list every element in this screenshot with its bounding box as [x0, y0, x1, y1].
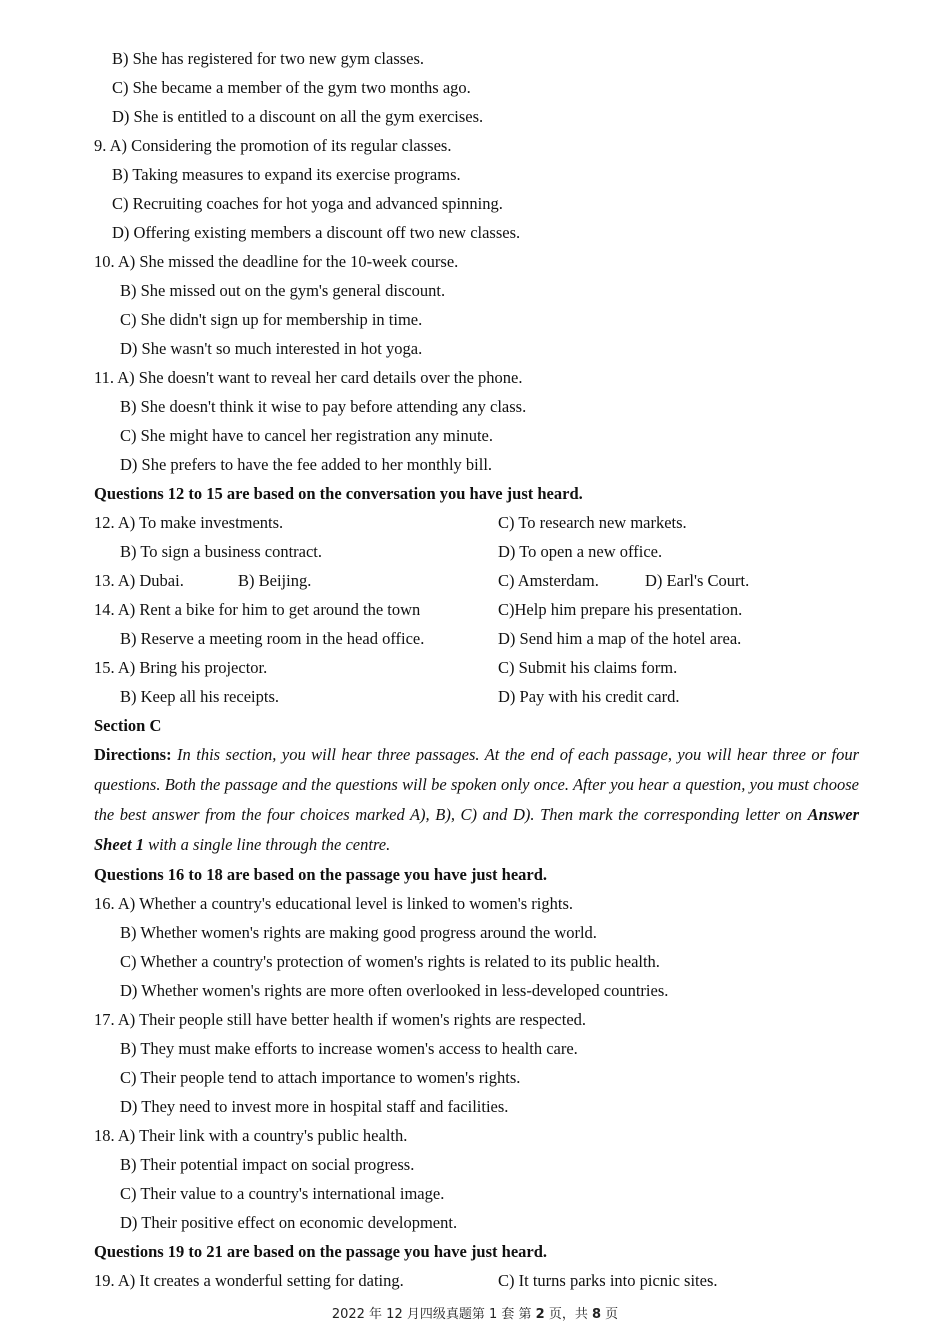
q17-option-b: B) They must make efforts to increase women's access to health care.	[120, 1039, 578, 1058]
q8-option-c: C) She became a member of the gym two months ago.	[112, 78, 471, 97]
q16-option-d: D) Whether women's rights are more often overlooked in less-developed countries.	[120, 981, 669, 1000]
questions-19-21-header: Questions 19 to 21 are based on the passage you have just heard.	[94, 1242, 548, 1261]
q10-option-d: D) She wasn't so much interested in hot yoga.	[120, 339, 423, 358]
q12-row-2	[94, 537, 859, 566]
q18-option-c: C) Their value to a country's international image.	[120, 1184, 445, 1203]
q19-option-a: 19. A) It creates a wonderful setting for dating.	[94, 1271, 404, 1290]
questions-16-18-header: Questions 16 to 18 are based on the passage you have just heard.	[94, 865, 548, 884]
questions-12-15-header: Questions 12 to 15 are based on the conversation you have just heard.	[94, 484, 583, 503]
q8-option-b: B) She has registered for two new gym classes.	[112, 49, 425, 68]
q9-option-d: D) Offering existing members a discount off two new classes.	[112, 223, 521, 242]
q13-row	[94, 566, 859, 595]
q15-option-d: D) Pay with his credit card.	[498, 687, 680, 706]
q12-option-a: 12. A) To make investments.	[94, 513, 284, 532]
answer-sheet-ref: Answer Sheet 1	[94, 805, 859, 854]
section-c-directions	[94, 740, 859, 860]
footer-prefix: 2022 年 12 月四级真题第 1 套 第	[331, 1307, 536, 1322]
q13-option-c: C) Amsterdam.	[498, 571, 599, 590]
section-c-title: Section C	[94, 716, 162, 735]
q10-option-a: 10. A) She missed the deadline for the 10-week course.	[94, 252, 459, 271]
q18-option-b: B) Their potential impact on social progress.	[120, 1155, 415, 1174]
q9-option-b: B) Taking measures to expand its exercise programs.	[112, 165, 461, 184]
q9-option-a: 9. A) Considering the promotion of its regular classes.	[94, 136, 452, 155]
footer-page-number: 2	[535, 1307, 545, 1322]
q15-row-2	[94, 682, 859, 711]
q18-option-a: 18. A) Their link with a country's public health.	[94, 1126, 408, 1145]
footer-suffix: 页	[601, 1307, 619, 1322]
q16-option-c: C) Whether a country's protection of women's rights is related to its public health.	[120, 952, 660, 971]
q15-option-a: 15. A) Bring his projector.	[94, 658, 268, 677]
q10-option-b: B) She missed out on the gym's general discount.	[120, 281, 446, 300]
q10-option-c: C) She didn't sign up for membership in time.	[120, 310, 423, 329]
directions-text-2: with a single line through the centre.	[143, 835, 391, 854]
q8-option-d: D) She is entitled to a discount on all the gym exercises.	[112, 107, 484, 126]
footer-total-pages: 8	[591, 1307, 602, 1322]
q11-option-c: C) She might have to cancel her registration any minute.	[120, 426, 493, 445]
page-footer	[0, 1303, 950, 1322]
q19-option-c: C) It turns parks into picnic sites.	[498, 1271, 718, 1290]
q13-option-d: D) Earl's Court.	[645, 571, 750, 590]
q19-row-1	[94, 1266, 859, 1295]
q9-option-c: C) Recruiting coaches for hot yoga and advanced spinning.	[112, 194, 503, 213]
q15-option-c: C) Submit his claims form.	[498, 658, 678, 677]
q17-option-d: D) They need to invest more in hospital staff and facilities.	[120, 1097, 509, 1116]
q12-row-1	[94, 508, 859, 537]
q12-option-d: D) To open a new office.	[498, 542, 663, 561]
q16-option-a: 16. A) Whether a country's educational level is linked to women's rights.	[94, 894, 573, 913]
q11-option-d: D) She prefers to have the fee added to her monthly bill.	[120, 455, 493, 474]
q15-option-b: B) Keep all his receipts.	[120, 687, 279, 706]
q14-option-a: 14. A) Rent a bike for him to get around the town	[94, 600, 421, 619]
exam-page	[94, 44, 859, 1295]
q12-option-c: C) To research new markets.	[498, 513, 687, 532]
q13-option-a: 13. A) Dubai.	[94, 571, 184, 590]
q18-option-d: D) Their positive effect on economic development.	[120, 1213, 458, 1232]
q15-row-1	[94, 653, 859, 682]
directions-text-1: In this section, you will hear three passages. At the end of each passage, you will hear three or four questions. Both the passage and the questions will be spoken only once. After you hear a question, you must choose the best answer from the four choices marked A), B), C) and D). Then mark the corresponding letter on	[94, 745, 859, 824]
q14-option-b: B) Reserve a meeting room in the head office.	[120, 629, 425, 648]
q12-option-b: B) To sign a business contract.	[120, 542, 323, 561]
q14-option-d: D) Send him a map of the hotel area.	[498, 629, 742, 648]
q14-row-2	[94, 624, 859, 653]
footer-middle: 页，共	[544, 1307, 592, 1322]
q11-option-a: 11. A) She doesn't want to reveal her card details over the phone.	[94, 368, 523, 387]
q17-option-a: 17. A) Their people still have better health if women's rights are respected.	[94, 1010, 587, 1029]
q17-option-c: C) Their people tend to attach importance to women's rights.	[120, 1068, 521, 1087]
directions-label: Directions:	[94, 745, 172, 764]
q14-row-1	[94, 595, 859, 624]
q13-option-b: B) Beijing.	[238, 571, 312, 590]
q16-option-b: B) Whether women's rights are making good progress around the world.	[120, 923, 597, 942]
q11-option-b: B) She doesn't think it wise to pay before attending any class.	[120, 397, 527, 416]
q14-option-c: C)Help him prepare his presentation.	[498, 600, 743, 619]
